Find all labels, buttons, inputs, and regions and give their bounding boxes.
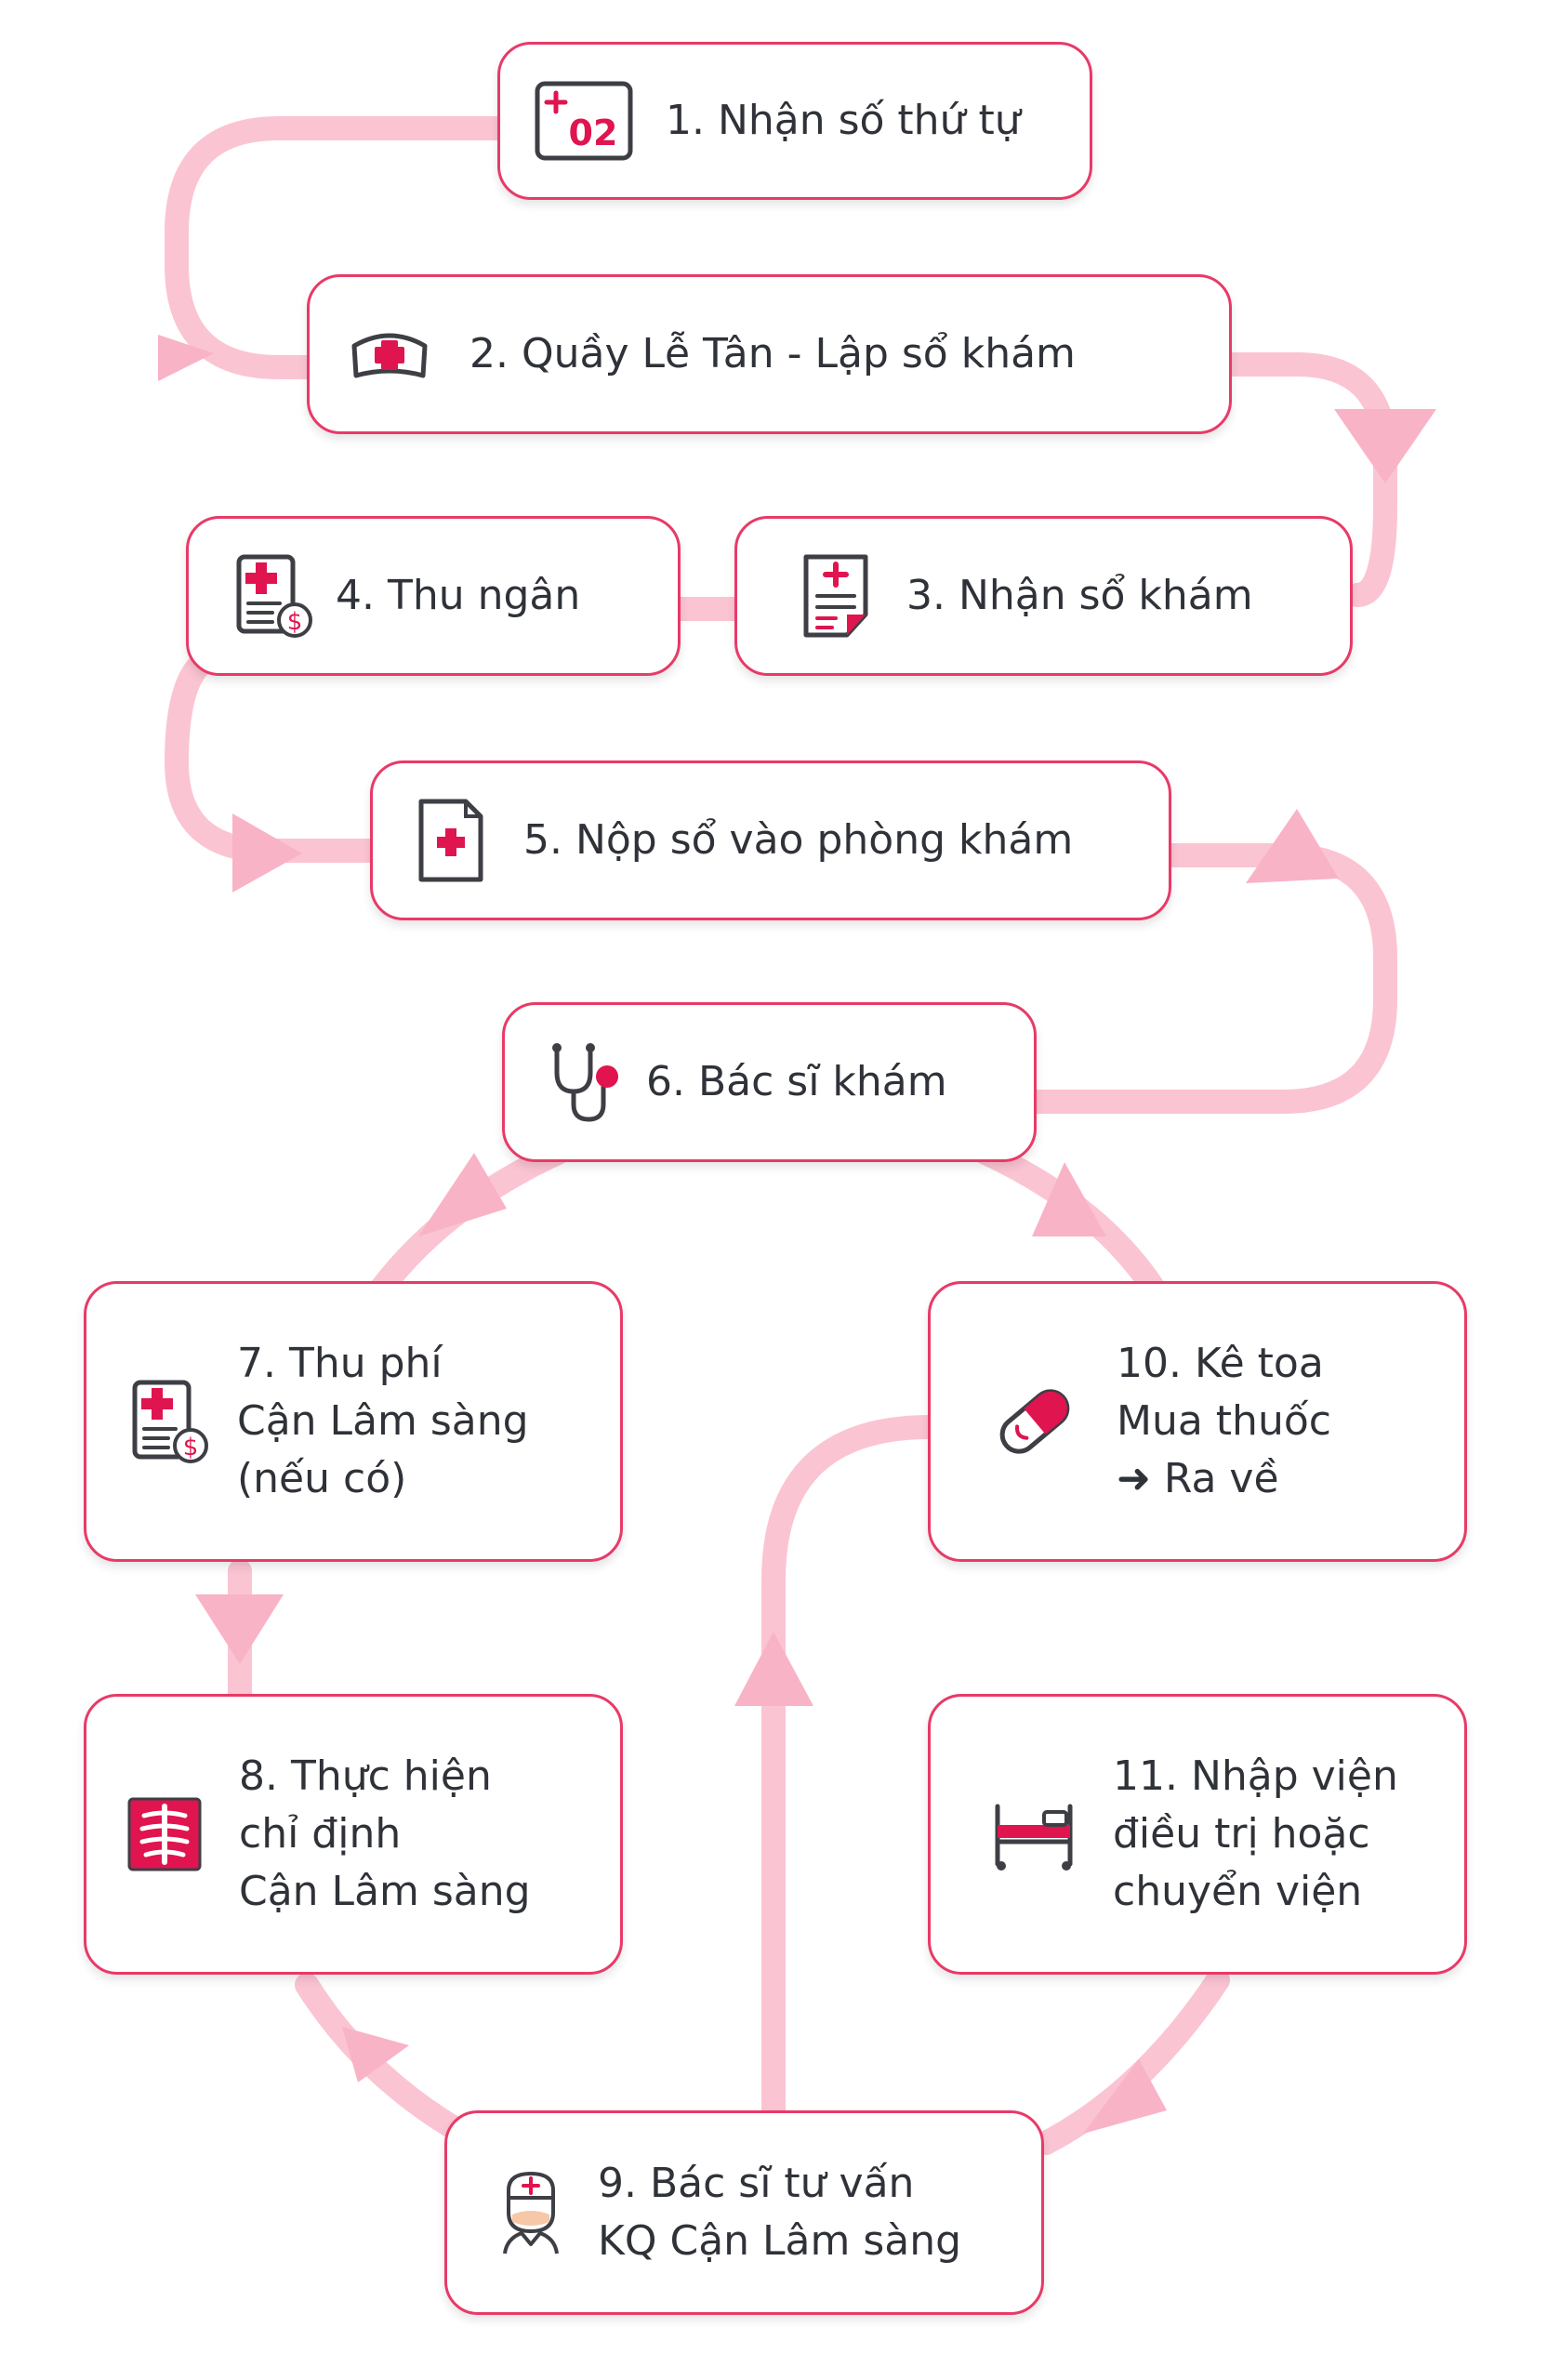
invoice-payment-icon [131, 1379, 209, 1464]
step-label: 7. Thu phí Cận Lâm sàng (nếu có) [237, 1340, 529, 1502]
step-11-hospitalization [928, 1694, 1467, 1975]
medical-form-icon [800, 553, 871, 639]
step-2-reception [307, 274, 1232, 434]
arrow-to-step-8 [195, 1594, 284, 1664]
step-6-doctor-examination [502, 1002, 1037, 1162]
step-label: 5. Nộp sổ vào phòng khám [523, 816, 1074, 864]
medical-file-icon [416, 798, 486, 883]
pill-capsule-icon [990, 1377, 1079, 1466]
step-7-paraclinical-fee [84, 1281, 623, 1562]
queue-number-icon [534, 80, 634, 162]
queue-number-text: 02 [568, 112, 618, 153]
connector-4-5 [177, 665, 370, 851]
xray-icon [127, 1797, 202, 1871]
stethoscope-icon [546, 1039, 624, 1125]
connector-9-10 [774, 1427, 944, 2120]
arrow-to-step-3 [1334, 409, 1436, 483]
step-9-doctor-consultation [444, 2110, 1044, 2315]
step-1-get-queue-number [497, 42, 1092, 200]
step-label: 2. Quầy Lễ Tân - Lập sổ khám [469, 330, 1076, 377]
step-3-receive-medical-book [734, 516, 1353, 676]
step-label: 9. Bác sĩ tư vấn KQ Cận Lâm sàng [598, 2160, 962, 2265]
step-label: 3. Nhận sổ khám [906, 572, 1253, 619]
invoice-payment-icon [235, 553, 313, 639]
step-label: 10. Kê toa Mua thuốc ➜ Ra về [1117, 1340, 1331, 1502]
dollar-sign: $ [286, 608, 303, 636]
step-10-prescription [928, 1281, 1467, 1562]
step-4-cashier [186, 516, 681, 676]
doctor-icon [496, 2170, 566, 2255]
dollar-sign: $ [182, 1434, 199, 1461]
step-5-submit-to-exam-room [370, 760, 1171, 920]
step-label: 11. Nhập viện điều trị hoặc chuyển viện [1113, 1752, 1398, 1915]
arrow-from-step-9 [734, 1632, 813, 1706]
step-8-paraclinical-tests [84, 1694, 623, 1975]
hospital-bed-icon [992, 1797, 1076, 1871]
step-label: 4. Thu ngân [336, 572, 581, 619]
step-label: 6. Bác sĩ khám [646, 1058, 947, 1105]
step-label: 1. Nhận số thứ tự [666, 97, 1021, 144]
step-label: 8. Thực hiện chỉ định Cận Lâm sàng [239, 1752, 531, 1915]
arrow-to-step-5 [232, 813, 302, 892]
nurse-cap-icon [347, 324, 432, 385]
